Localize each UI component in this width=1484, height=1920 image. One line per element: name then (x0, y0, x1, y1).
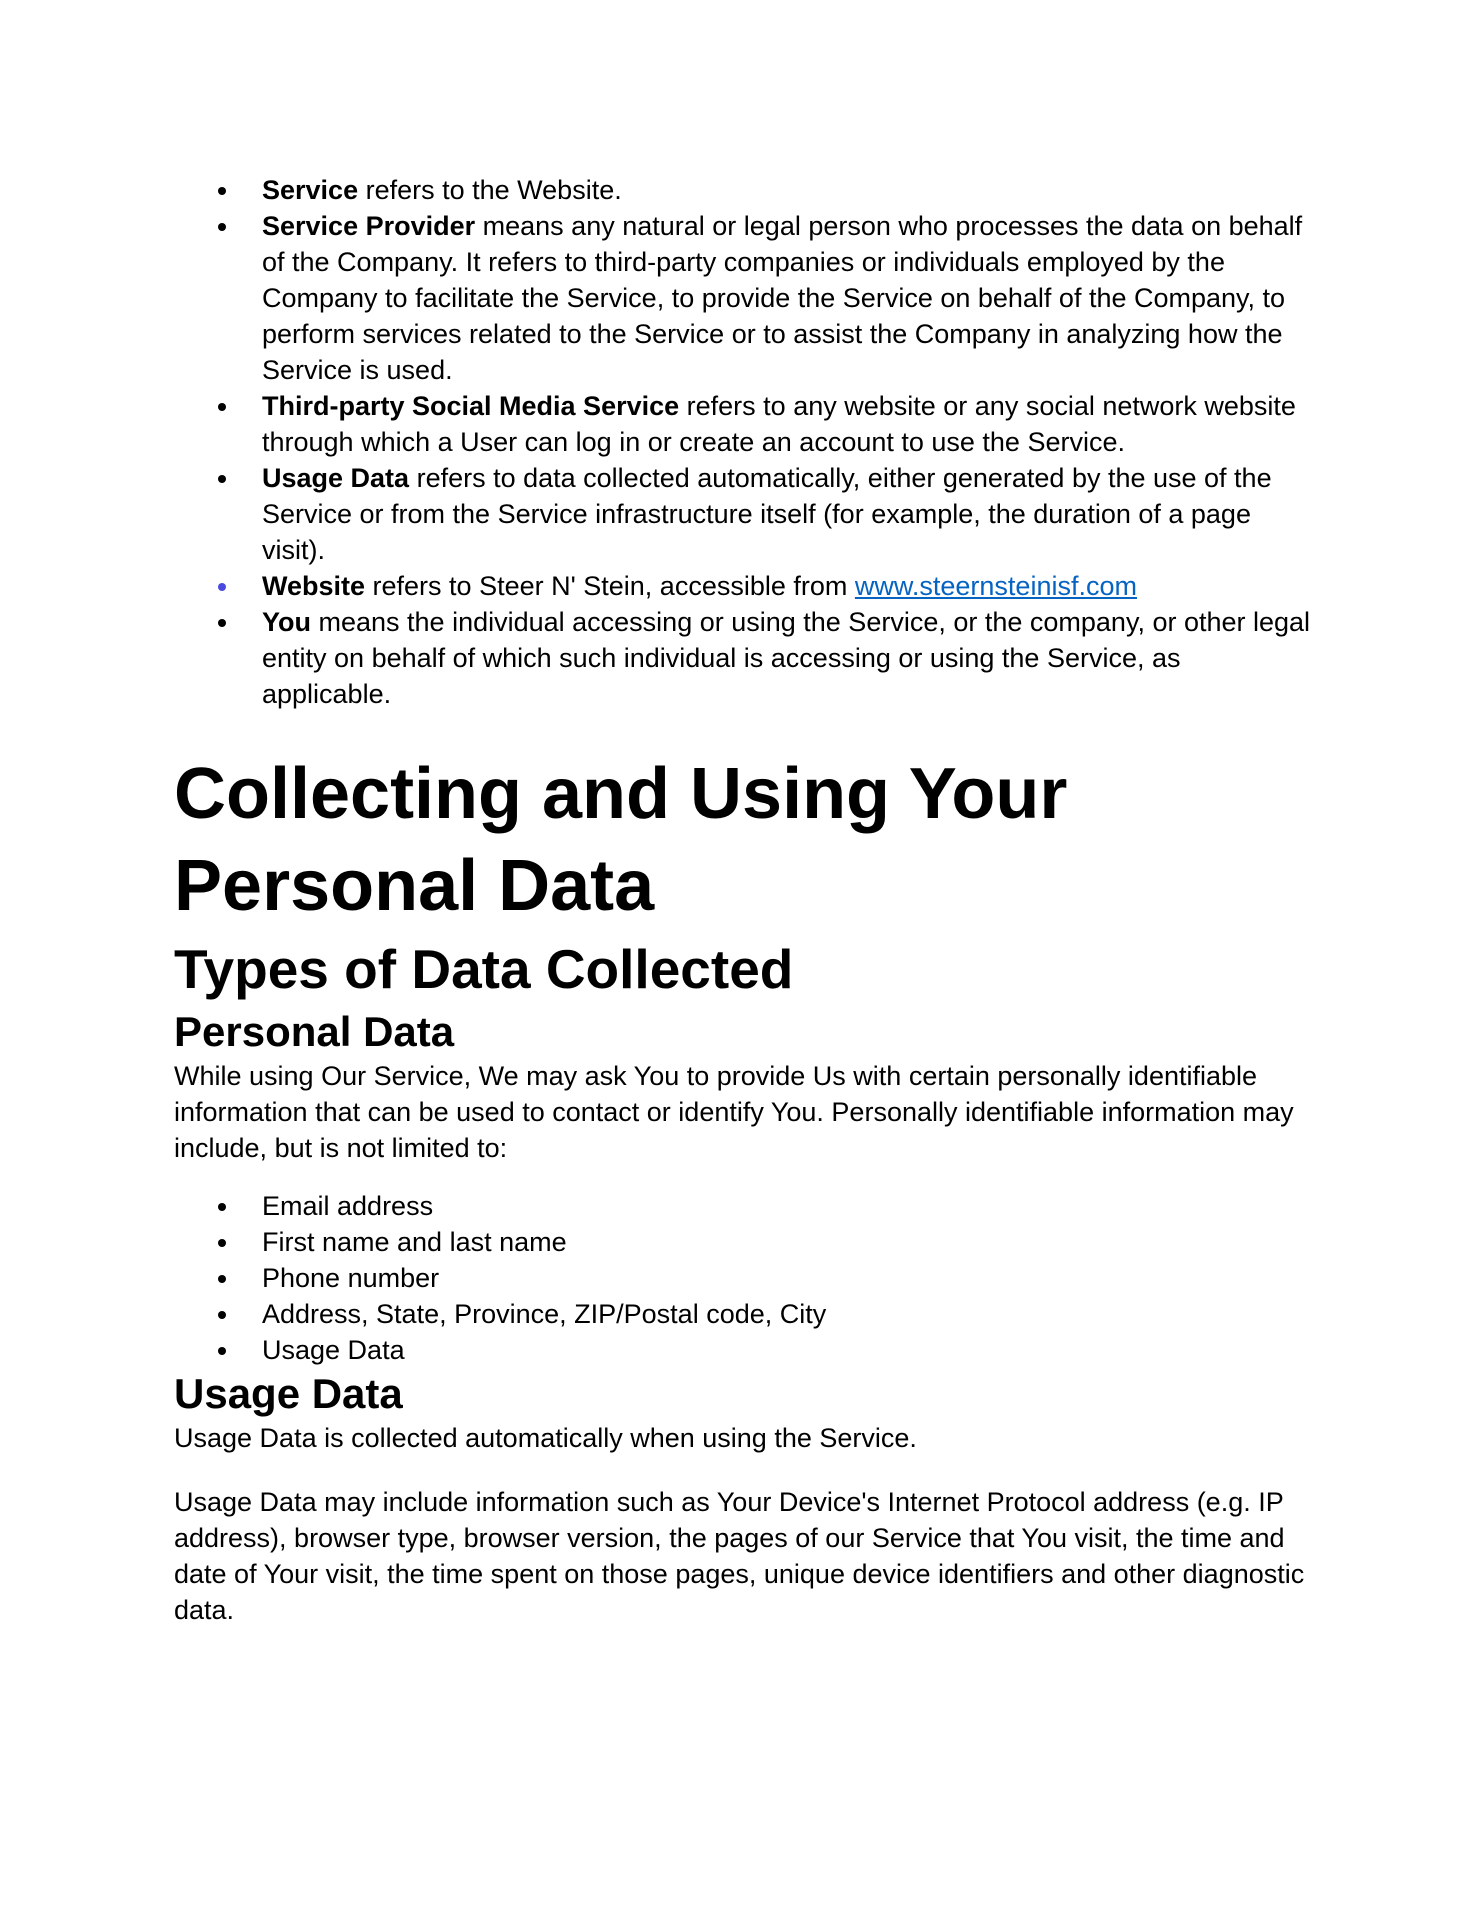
personal-data-intro: While using Our Service, We may ask You to provide Us with certain personally identifiable information that can be used to contact or identify You. Personally identifiable information may include, but is not limited to: (174, 1061, 1294, 1163)
website-link[interactable]: www.steernsteinisf.com (854, 571, 1137, 601)
list-item (174, 388, 1314, 460)
spacer (174, 1166, 1314, 1188)
spacer (174, 1456, 1314, 1484)
list-item-label: Usage Data (262, 1335, 405, 1365)
bullet-icon (218, 475, 226, 483)
bullet-icon (218, 1239, 226, 1247)
section-heading-main: Collecting and Using Your Personal Data (174, 754, 1068, 926)
list-item (174, 1260, 1314, 1296)
list-item-label: Phone number (262, 1263, 440, 1293)
personal-data-list (174, 1188, 1314, 1368)
list-item (174, 460, 1314, 568)
bullet-icon (218, 1311, 226, 1319)
list-item (174, 1224, 1314, 1260)
definition-term: Service Provider (262, 211, 476, 241)
section-heading-types: Types of Data Collected (174, 938, 794, 1000)
list-item (174, 172, 1314, 208)
list-item (174, 1332, 1314, 1368)
list-item (174, 568, 1314, 604)
bullet-icon (218, 619, 226, 627)
list-item (174, 1188, 1314, 1224)
bullet-icon (218, 1203, 226, 1211)
list-item-label: Email address (262, 1191, 434, 1221)
bullet-icon (218, 187, 226, 195)
usage-data-paragraph: Usage Data is collected automatically when using the Service. (174, 1423, 917, 1453)
definition-text: means the individual accessing or using the Service, or the company, or other legal entity on behalf of which such individual is accessing or using the Service, as applicable. (262, 607, 1311, 709)
bullet-icon (218, 1347, 226, 1355)
list-item-label: First name and last name (262, 1227, 567, 1257)
list-item (174, 1296, 1314, 1332)
list-item (174, 208, 1314, 388)
definition-term: Service (262, 175, 359, 205)
usage-data-heading: Usage Data (174, 1370, 403, 1417)
definition-text: refers to the Website. (358, 175, 622, 205)
definition-text: refers to data collected automatically, either generated by the use of the Service or from the Service infrastructure itself (for example, the duration of a page visit). (262, 463, 1272, 565)
list-item (174, 604, 1314, 712)
personal-data-heading: Personal Data (174, 1008, 455, 1055)
document-page (174, 172, 1314, 1628)
bullet-icon (218, 583, 226, 591)
definition-text: refers to any website or any social network website through which a User can log in or create an account to use the Service. (262, 391, 1296, 457)
definitions-list (174, 172, 1314, 712)
definition-term: Third-party Social Media Service (262, 391, 680, 421)
definition-text: means any natural or legal person who processes the data on behalf of the Company. It refers to third-party companies or individuals employed by the Company to facilitate the Service, to provide the Service on behalf of the Company, to perform services related to the Service or to assist the Company in analyzing how the Service is used. (262, 211, 1303, 385)
definition-term: Usage Data (262, 463, 410, 493)
bullet-icon (218, 403, 226, 411)
definition-term: You (262, 607, 311, 637)
definition-term: Website (262, 571, 366, 601)
bullet-icon (218, 1275, 226, 1283)
list-item-label: Address, State, Province, ZIP/Postal code, City (262, 1299, 827, 1329)
usage-data-paragraph: Usage Data may include information such as Your Device's Internet Protocol address (e.g. IP address), browser type, browser version, the pages of our Service that You visit, the time and date of Your visit, the time spent on those pages, unique device identifiers and other diagnostic data. (174, 1487, 1305, 1625)
definition-text: refers to Steer N' Stein, accessible from (365, 571, 855, 601)
bullet-icon (218, 223, 226, 231)
